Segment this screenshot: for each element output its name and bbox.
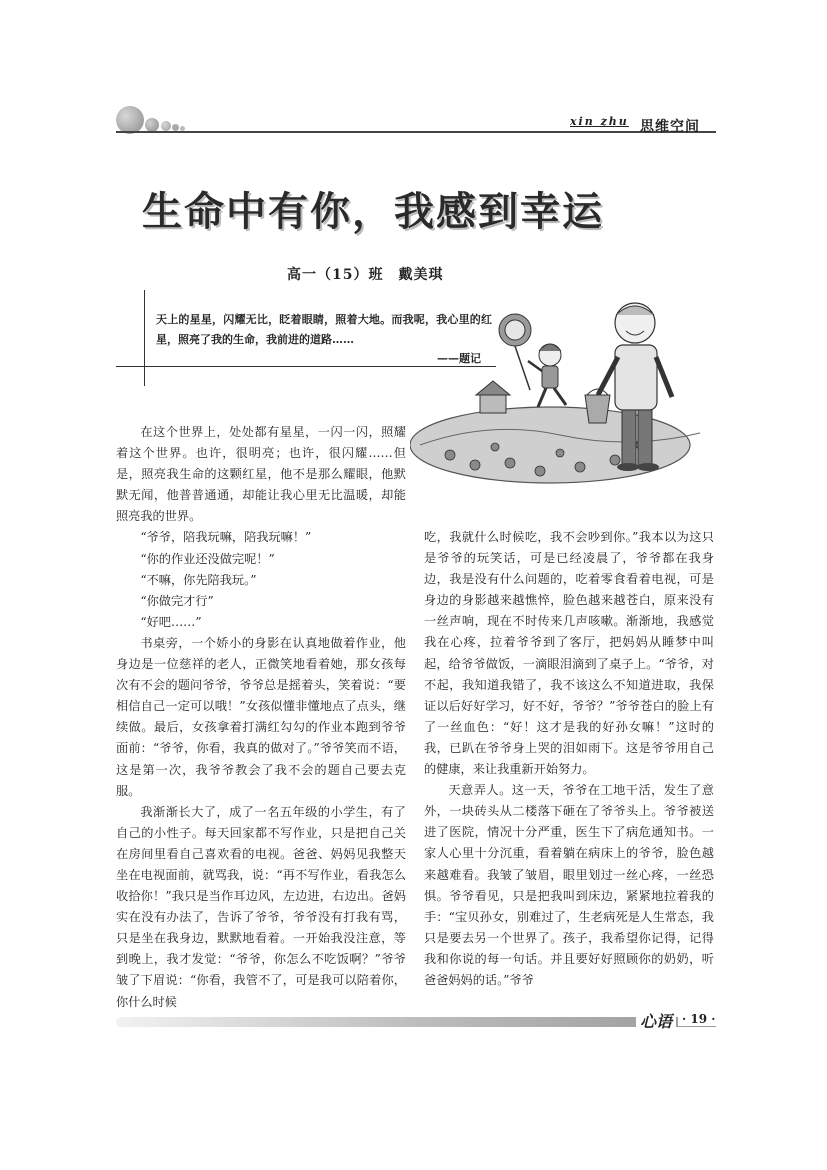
article-title: 生命中有你，我感到幸运	[142, 189, 604, 235]
paragraph: 吃，我就什么时候吃，我不会吵到你。”我本以为这只是爷爷的玩笑话，可是已经凌晨了，爷爷都在我身边，我是没有什么问题的，吃着零食看着电视，可是身边的身影越来越憔悴，脸色越来越苍白，原来没有一丝声响，现在不时传来几声咳嗽。渐渐地，我感觉我在心疼，拉着爷爷到了客厅，把妈妈从睡梦中叫起，给爷爷做饭，一滴眼泪滴到了桌子上。“爷爷，对不起，我知道我错了，我不该这么不知道进取，我保证以后好好学习，好不好，爷爷？”爷爷苍白的脸上有了一丝血色：“好！这才是我的好孙女嘛！”这时的我，已趴在爷爷身上哭的泪如雨下。这是爷爷用自己的健康，来让我重新开始努力。	[424, 530, 714, 777]
header-circle-decoration	[116, 106, 144, 134]
article-author: 高一（15）班 戴美琪	[287, 267, 444, 283]
paragraph: 在这个世界上，处处都有星星，一闪一闪，照耀着这个世界。也许，很明亮；也许，很闪耀……但是，照亮我生命的这颗红星，他不是那么耀眼，他默默无闻，他普普通通，却能让我心里无比温暖，却能照亮我的世界。	[116, 425, 406, 524]
header-section-name: 思维空间	[640, 119, 700, 135]
epigraph-signature: ——题记	[437, 352, 481, 365]
header-circle-decoration	[172, 124, 179, 131]
paragraph: “你做完才行”	[140, 593, 214, 608]
paragraph: “爷爷，陪我玩嘛，陪我玩嘛！”	[140, 530, 312, 545]
epigraph-text: 天上的星星，闪耀无比，眨着眼睛，照着大地。而我呢，我心里的红星，照亮了我的生命，我前进的道路……	[156, 313, 492, 346]
footer-band	[116, 1017, 716, 1027]
body-column-left	[116, 422, 406, 1013]
page-number: · 19 ·	[678, 1012, 719, 1026]
grandfather-child-illustration	[410, 295, 710, 485]
paragraph: 书桌旁，一个娇小的身影在认真地做着作业，他身边是一位慈祥的老人，正微笑地看着她，那女孩每次有不会的题问爷爷，爷爷总是摇着头，笑着说：“要相信自己一定可以哦！”女孩似懂非懂地点了点头，继续做。最后，女孩拿着打满红勾勾的作业本跑到爷爷面前：“爷爷，你看，我真的做对了。”爷爷笑而不语，这是第一次，我爷爷教会了我不会的题自己要去克服。	[116, 635, 406, 798]
paragraph: “你的作业还没做完呢！”	[140, 551, 275, 566]
paragraph: “好吧……”	[140, 614, 202, 629]
header-circle-decoration	[161, 121, 171, 131]
header-rule	[116, 131, 716, 133]
paragraph: 我渐渐长大了，成了一名五年级的小学生，有了自己的小性子。每天回家都不写作业，只是把自己关在房间里看自己喜欢看的电视。爸爸、妈妈见我整天坐在电视面前，就骂我，说：“再不写作业，看我怎么收拾你！”我只是当作耳边风，左边进，右边出。爸妈实在没有办法了，告诉了爷爷，爷爷没有打我有骂，只是坐在我身边，默默地看着。一开始我没注意，等到晚上，我才发觉：“爷爷，你怎么不吃饭啊？”爷爷皱了下眉说：“你看，我管不了，可是我可以陪着你，你什么时候	[116, 804, 406, 1009]
paragraph: “不嘛，你先陪我玩。”	[140, 572, 257, 587]
footer-brand: 心语	[636, 1009, 676, 1032]
body-column-right	[424, 527, 714, 991]
header-circle-decoration	[145, 118, 159, 132]
header-pinyin: xin zhu	[570, 115, 629, 128]
paragraph: 天意弄人。这一天，爷爷在工地干活，发生了意外，一块砖头从二楼落下砸在了爷爷头上。爷爷被送进了医院，情况十分严重，医生下了病危通知书。一家人心里十分沉重，看着躺在病床上的爷爷，脸色越来越难看。我皱了皱眉，眼里划过一丝心疼，一丝恐惧。爷爷看见，只是把我叫到床边，紧紧地拉着我的手：“宝贝孙女，别难过了，生老病死是人生常态，我只是要去另一个世界了。孩子，我希望你记得，记得我和你说的每一句话。并且要好好照顾你的奶奶，听爸爸妈妈的话。”爷爷	[424, 783, 714, 987]
epigraph-vertical-rule	[144, 290, 145, 386]
